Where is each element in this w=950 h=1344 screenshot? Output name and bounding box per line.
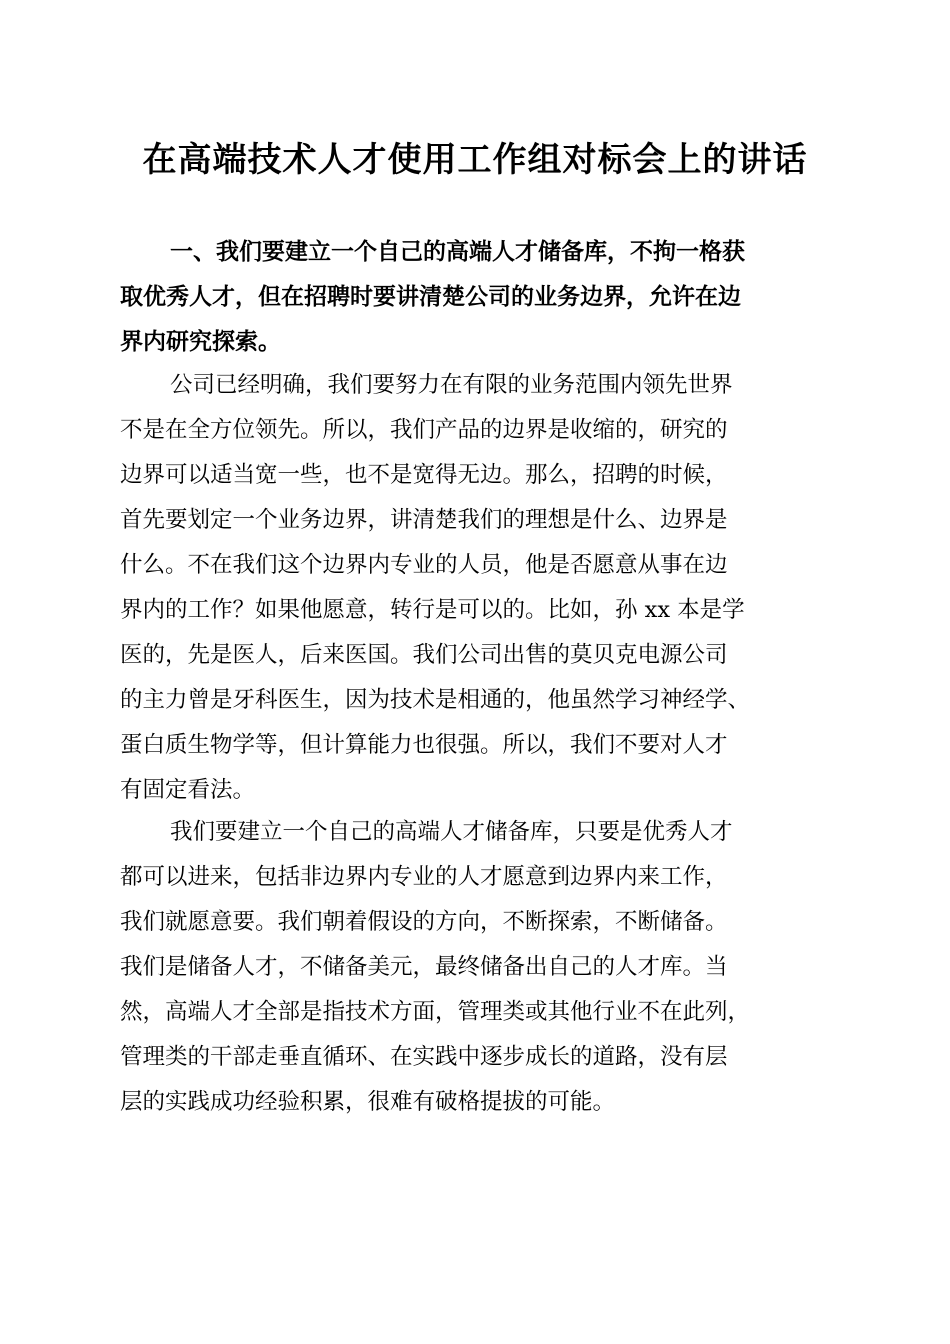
heading-line: 一、我们要建立一个自己的高端人才储备库，不拘一格获 [170, 239, 745, 265]
paragraph-line: 都可以进来，包括非边界内专业的人才愿意到边界内来工作， [120, 864, 728, 890]
paragraph-line: 我们要建立一个自己的高端人才储备库，只要是优秀人才 [170, 819, 733, 845]
paragraph-line: 医的，先是医人，后来医国。我们公司出售的莫贝克电源公司 [120, 642, 728, 668]
paragraph-line: 有固定看法。 [120, 777, 256, 803]
paragraph-line: 首先要划定一个业务边界，讲清楚我们的理想是什么、边界是 [120, 507, 728, 533]
paragraph-line: 然，高端人才全部是指技术方面，管理类或其他行业不在此列， [120, 999, 751, 1025]
paragraph-line: 管理类的干部走垂直循环、在实践中逐步成长的道路，没有层 [120, 1044, 728, 1070]
paragraph-line: 蛋白质生物学等，但计算能力也很强。所以，我们不要对人才 [120, 732, 728, 758]
paragraph-line: 界内的工作？如果他愿意，转行是可以的。比如，孙 xx 本是学 [120, 597, 745, 623]
body-paragraph-2 [120, 810, 845, 1125]
paragraph-line: 边界可以适当宽一些，也不是宽得无边。那么，招聘的时候， [120, 462, 728, 488]
paragraph-line: 不是在全方位领先。所以，我们产品的边界是收缩的，研究的 [120, 417, 728, 443]
paragraph-line: 我们是储备人才，不储备美元，最终储备出自己的人才库。当 [120, 954, 728, 980]
heading-line: 取优秀人才，但在招聘时要讲清楚公司的业务边界，允许在边 [120, 284, 741, 310]
paragraph-line: 什么。不在我们这个边界内专业的人员，他是否愿意从事在边 [120, 552, 728, 578]
document-title: 在高端技术人才使用工作组对标会上的讲话 [142, 140, 808, 180]
paragraph-line: 层的实践成功经验积累，很难有破格提拔的可能。 [120, 1089, 616, 1115]
paragraph-line: 我们就愿意要。我们朝着假设的方向，不断探索，不断储备。 [120, 909, 728, 935]
heading-line: 界内研究探索。 [120, 329, 281, 355]
paragraph-line: 的主力曾是牙科医生，因为技术是相通的，他虽然学习神经学、 [120, 687, 751, 713]
body-paragraph-1 [120, 363, 845, 813]
paragraph-line: 公司已经明确，我们要努力在有限的业务范围内领先世界 [170, 372, 733, 398]
section-heading [120, 230, 835, 365]
